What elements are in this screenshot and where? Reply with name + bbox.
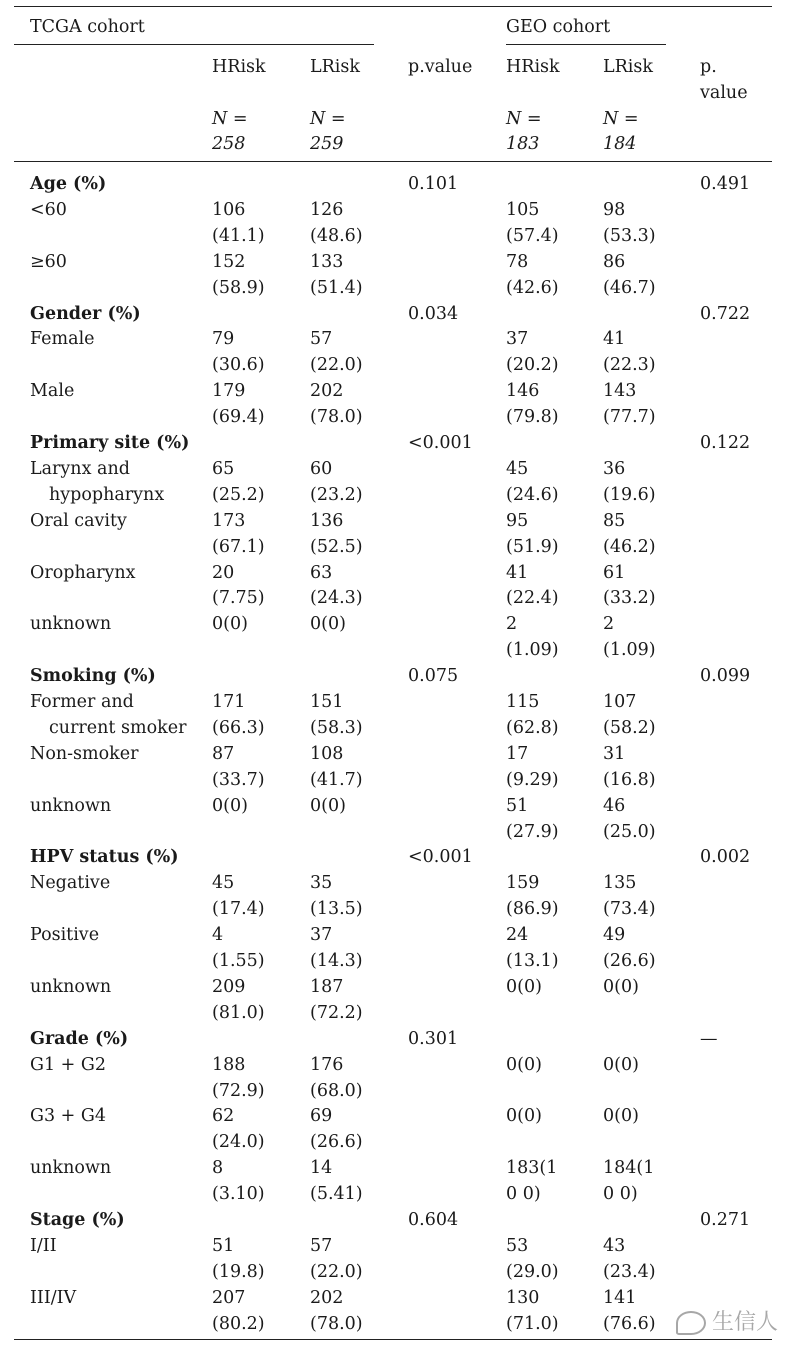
- section-label: Stage (%): [30, 1210, 125, 1230]
- cell-geo-l-percent: (76.6): [603, 1313, 656, 1334]
- cell-geo-h-count: 17: [506, 743, 529, 764]
- cell-tcga-l-percent: (23.2): [310, 484, 363, 505]
- geo-subrule: [506, 44, 666, 45]
- tcga-pvalue: 0.075: [408, 666, 459, 687]
- cell-tcga-l-count: 108: [310, 743, 344, 764]
- cell-geo-h-percent: (29.0): [506, 1261, 559, 1282]
- cell-geo-h-count: 95: [506, 510, 529, 531]
- cell-tcga-h-percent: (30.6): [212, 355, 265, 376]
- tcga-subrule: [14, 44, 374, 45]
- cell-geo-l-count: 41: [603, 329, 626, 350]
- cell-tcga-l-percent: (58.3): [310, 717, 363, 738]
- cell-tcga-h-count: 51: [212, 1235, 235, 1256]
- header-geo-pvalue-2: value: [700, 83, 748, 103]
- row-label-continued: hypopharynx: [49, 484, 165, 505]
- row-label: unknown: [30, 614, 112, 635]
- header-bottom-rule: [14, 161, 772, 162]
- cell-tcga-l-count: 202: [310, 1287, 344, 1308]
- cell-tcga-h-percent: (33.7): [212, 769, 265, 790]
- row-label: <60: [30, 199, 67, 220]
- tcga-pvalue: 0.604: [408, 1210, 459, 1230]
- cell-geo-h-count: 115: [506, 692, 540, 712]
- cell-geo-h-count: 78: [506, 251, 529, 272]
- cell-tcga-l-count: 14: [310, 1158, 333, 1179]
- cell-tcga-l-percent: (22.0): [310, 355, 363, 376]
- header-tcga-lrisk: LRisk: [310, 57, 360, 77]
- header-geo-hrisk: HRisk: [506, 57, 560, 77]
- cell-tcga-h-count: 173: [212, 510, 246, 531]
- cell-geo-l-percent: 0 0): [603, 1184, 638, 1205]
- cell-tcga-h-count: 106: [212, 199, 246, 220]
- cell-geo-l-count: 135: [603, 873, 637, 894]
- n-value-tcga-l: 259: [310, 134, 344, 154]
- cell-tcga-h-percent: (1.55): [212, 951, 265, 971]
- cell-geo-l-count: 85: [603, 510, 626, 531]
- geo-pvalue: 0.122: [700, 433, 751, 453]
- cell-tcga-l-percent: (78.0): [310, 1313, 363, 1334]
- cell-tcga-h-count: 207: [212, 1287, 246, 1308]
- header-tcga-pvalue: p.value: [408, 57, 473, 77]
- cell-tcga-h-percent: (69.4): [212, 407, 265, 428]
- n-label-geo-l: N =: [603, 109, 639, 129]
- cell-geo-h-count: 45: [506, 458, 529, 479]
- row-label: Positive: [30, 925, 100, 946]
- cell-geo-h-percent: (51.9): [506, 536, 559, 557]
- row-label: Larynx and: [30, 458, 130, 479]
- row-label: unknown: [30, 1158, 112, 1179]
- n-value-geo-h: 183: [506, 134, 540, 154]
- cell-tcga-l-percent: (41.7): [310, 769, 363, 790]
- row-label: unknown: [30, 795, 112, 816]
- n-value-tcga-h: 258: [212, 134, 246, 154]
- cell-tcga-h-percent: (25.2): [212, 484, 265, 505]
- cell-geo-h-percent: (79.8): [506, 407, 559, 428]
- section-label: Primary site (%): [30, 433, 190, 453]
- cell-tcga-l-percent: (72.2): [310, 1002, 363, 1023]
- top-rule: [14, 6, 772, 7]
- cell-tcga-l-count: 63: [310, 562, 333, 583]
- row-label: G1 + G2: [30, 1054, 107, 1075]
- cell-geo-l-count: 107: [603, 692, 637, 712]
- cell-tcga-l-count: 126: [310, 199, 344, 220]
- cell-geo-h-count: 0(0): [506, 1054, 542, 1075]
- cell-tcga-l-count: 187: [310, 976, 344, 997]
- row-label: G3 + G4: [30, 1106, 107, 1127]
- cell-tcga-h-count: 8: [212, 1158, 224, 1179]
- cell-geo-l-percent: (25.0): [603, 821, 656, 842]
- cell-geo-h-percent: (86.9): [506, 899, 559, 920]
- cell-geo-h-count: 37: [506, 329, 529, 350]
- cell-tcga-l-count: 202: [310, 381, 344, 402]
- cell-tcga-l-count: 0(0): [310, 795, 346, 816]
- cell-geo-l-percent: (16.8): [603, 769, 656, 790]
- cell-tcga-h-count: 152: [212, 251, 246, 272]
- cell-tcga-h-count: 188: [212, 1054, 246, 1075]
- cell-geo-h-count: 51: [506, 795, 529, 816]
- header-geo-lrisk: LRisk: [603, 57, 653, 77]
- cell-geo-l-percent: (77.7): [603, 407, 656, 428]
- cell-tcga-h-count: 179: [212, 381, 246, 402]
- cell-geo-l-count: 2: [603, 614, 615, 635]
- geo-pvalue: —: [700, 1028, 718, 1049]
- n-label-geo-h: N =: [506, 109, 542, 129]
- cell-geo-h-count: 130: [506, 1287, 540, 1308]
- cell-tcga-h-percent: (3.10): [212, 1184, 265, 1205]
- cell-tcga-h-count: 65: [212, 458, 235, 479]
- cell-tcga-h-percent: (58.9): [212, 277, 265, 298]
- cell-geo-l-percent: (46.7): [603, 277, 656, 298]
- section-label: Age (%): [30, 174, 107, 194]
- cell-geo-l-percent: (33.2): [603, 588, 656, 609]
- cell-geo-h-count: 146: [506, 381, 540, 402]
- section-label: HPV status (%): [30, 847, 179, 868]
- cell-geo-l-count: 46: [603, 795, 626, 816]
- section-label: Gender (%): [30, 303, 141, 324]
- cell-geo-l-percent: (22.3): [603, 355, 656, 376]
- cell-tcga-h-count: 0(0): [212, 795, 248, 816]
- cell-tcga-l-percent: (24.3): [310, 588, 363, 609]
- cell-geo-l-count: 98: [603, 199, 626, 220]
- cell-geo-l-percent: (19.6): [603, 484, 656, 505]
- geo-pvalue: 0.002: [700, 847, 751, 868]
- cell-geo-h-count: 105: [506, 199, 540, 220]
- cell-geo-l-percent: (73.4): [603, 899, 656, 920]
- row-label: Female: [30, 329, 95, 350]
- cell-tcga-l-count: 151: [310, 692, 344, 712]
- cell-geo-h-count: 0(0): [506, 1106, 542, 1127]
- cell-tcga-h-count: 209: [212, 976, 246, 997]
- cell-tcga-h-count: 4: [212, 925, 224, 946]
- cell-geo-h-count: 53: [506, 1235, 529, 1256]
- row-label: ≥60: [30, 251, 67, 272]
- row-label: unknown: [30, 976, 112, 997]
- chat-bubble-icon: [676, 1311, 706, 1335]
- cell-geo-l-count: 141: [603, 1287, 637, 1308]
- cell-geo-h-percent: (71.0): [506, 1313, 559, 1334]
- cell-tcga-l-count: 37: [310, 925, 333, 946]
- cell-geo-h-percent: (9.29): [506, 769, 559, 790]
- cell-geo-l-percent: (58.2): [603, 717, 656, 738]
- cell-geo-l-count: 0(0): [603, 1106, 639, 1127]
- header-tcga-hrisk: HRisk: [212, 57, 266, 77]
- cell-geo-l-count: 31: [603, 743, 626, 764]
- cell-geo-l-percent: (26.6): [603, 951, 656, 971]
- cell-tcga-l-percent: (22.0): [310, 1261, 363, 1282]
- cell-tcga-h-percent: (66.3): [212, 717, 265, 738]
- cell-geo-l-count: 43: [603, 1235, 626, 1256]
- cell-tcga-h-percent: (72.9): [212, 1080, 265, 1101]
- cell-tcga-l-count: 35: [310, 873, 333, 894]
- cell-tcga-l-count: 0(0): [310, 614, 346, 635]
- geo-pvalue: 0.271: [700, 1210, 751, 1230]
- geo-pvalue: 0.099: [700, 666, 751, 687]
- cell-tcga-h-percent: (41.1): [212, 225, 265, 246]
- cell-tcga-l-count: 136: [310, 510, 344, 531]
- cell-tcga-h-count: 45: [212, 873, 235, 894]
- cell-tcga-l-percent: (14.3): [310, 951, 363, 971]
- tcga-pvalue: <0.001: [408, 847, 473, 868]
- cell-tcga-h-percent: (7.75): [212, 588, 265, 609]
- geo-pvalue: 0.491: [700, 174, 751, 194]
- cell-geo-l-percent: (23.4): [603, 1261, 656, 1282]
- tcga-pvalue: 0.101: [408, 174, 459, 194]
- row-label: I/II: [30, 1235, 57, 1256]
- cell-geo-h-count: 0(0): [506, 976, 542, 997]
- header-geo-cohort: GEO cohort: [506, 17, 611, 37]
- cell-tcga-l-percent: (48.6): [310, 225, 363, 246]
- n-value-geo-l: 184: [603, 134, 637, 154]
- cell-geo-h-count: 2: [506, 614, 518, 635]
- cell-geo-h-percent: (42.6): [506, 277, 559, 298]
- watermark-text: 生信人: [711, 1310, 778, 1335]
- row-label: Negative: [30, 873, 111, 894]
- cell-tcga-h-percent: (19.8): [212, 1261, 265, 1282]
- cell-tcga-l-percent: (68.0): [310, 1080, 363, 1101]
- header-geo-pvalue-1: p.: [700, 57, 717, 77]
- row-label: Male: [30, 381, 75, 402]
- cell-geo-h-percent: (57.4): [506, 225, 559, 246]
- cell-geo-l-count: 143: [603, 381, 637, 402]
- cell-geo-h-count: 24: [506, 925, 529, 946]
- cell-tcga-l-count: 57: [310, 1235, 333, 1256]
- tcga-pvalue: <0.001: [408, 433, 473, 453]
- cell-tcga-h-count: 20: [212, 562, 235, 583]
- n-label-tcga-h: N =: [212, 109, 248, 129]
- row-label: Former and: [30, 692, 134, 712]
- row-label: Oral cavity: [30, 510, 127, 531]
- cell-geo-l-count: 184(1: [603, 1158, 655, 1179]
- cell-tcga-h-count: 0(0): [212, 614, 248, 635]
- cell-geo-h-percent: (27.9): [506, 821, 559, 842]
- row-label: Oropharynx: [30, 562, 136, 583]
- header-tcga-cohort: TCGA cohort: [30, 17, 145, 37]
- cell-geo-l-percent: (1.09): [603, 640, 656, 661]
- cell-tcga-h-percent: (80.2): [212, 1313, 265, 1334]
- section-label: Grade (%): [30, 1028, 129, 1049]
- cell-geo-h-percent: (1.09): [506, 640, 559, 661]
- cell-geo-h-count: 41: [506, 562, 529, 583]
- cell-geo-h-percent: (13.1): [506, 951, 559, 971]
- cell-geo-l-percent: (53.3): [603, 225, 656, 246]
- row-label-continued: current smoker: [49, 717, 187, 738]
- cell-tcga-h-percent: (81.0): [212, 1002, 265, 1023]
- cell-tcga-h-percent: (67.1): [212, 536, 265, 557]
- cell-tcga-l-count: 57: [310, 329, 333, 350]
- cell-geo-h-percent: (24.6): [506, 484, 559, 505]
- cell-geo-l-count: 86: [603, 251, 626, 272]
- cell-tcga-l-percent: (78.0): [310, 407, 363, 428]
- cell-geo-l-count: 49: [603, 925, 626, 946]
- row-label: Non-smoker: [30, 743, 139, 764]
- cell-tcga-l-count: 69: [310, 1106, 333, 1127]
- cell-geo-h-percent: (22.4): [506, 588, 559, 609]
- cell-tcga-h-count: 87: [212, 743, 235, 764]
- cell-tcga-l-percent: (13.5): [310, 899, 363, 920]
- section-label: Smoking (%): [30, 666, 156, 687]
- cell-tcga-h-percent: (24.0): [212, 1132, 265, 1153]
- cell-geo-l-percent: (46.2): [603, 536, 656, 557]
- cell-tcga-l-percent: (51.4): [310, 277, 363, 298]
- cell-tcga-l-percent: (5.41): [310, 1184, 363, 1205]
- cell-geo-l-count: 36: [603, 458, 626, 479]
- cell-tcga-h-count: 79: [212, 329, 235, 350]
- cell-tcga-h-percent: (17.4): [212, 899, 265, 920]
- cell-geo-h-percent: (20.2): [506, 355, 559, 376]
- tcga-pvalue: 0.301: [408, 1028, 459, 1049]
- geo-pvalue: 0.722: [700, 303, 751, 324]
- cell-tcga-h-count: 171: [212, 692, 246, 712]
- cell-geo-h-percent: 0 0): [506, 1184, 541, 1205]
- row-label: III/IV: [30, 1287, 77, 1308]
- cell-tcga-l-percent: (26.6): [310, 1132, 363, 1153]
- bottom-rule: [14, 1339, 772, 1340]
- cell-tcga-l-count: 133: [310, 251, 344, 272]
- cell-tcga-l-count: 60: [310, 458, 333, 479]
- watermark: [676, 1305, 778, 1336]
- cell-tcga-l-percent: (52.5): [310, 536, 363, 557]
- cell-geo-h-count: 183(1: [506, 1158, 558, 1179]
- n-label-tcga-l: N =: [310, 109, 346, 129]
- cell-geo-l-count: 0(0): [603, 1054, 639, 1075]
- tcga-pvalue: 0.034: [408, 303, 459, 324]
- cell-geo-l-count: 0(0): [603, 976, 639, 997]
- cell-geo-h-count: 159: [506, 873, 540, 894]
- cell-tcga-l-count: 176: [310, 1054, 344, 1075]
- cell-geo-h-percent: (62.8): [506, 717, 559, 738]
- cell-tcga-h-count: 62: [212, 1106, 235, 1127]
- cell-geo-l-count: 61: [603, 562, 626, 583]
